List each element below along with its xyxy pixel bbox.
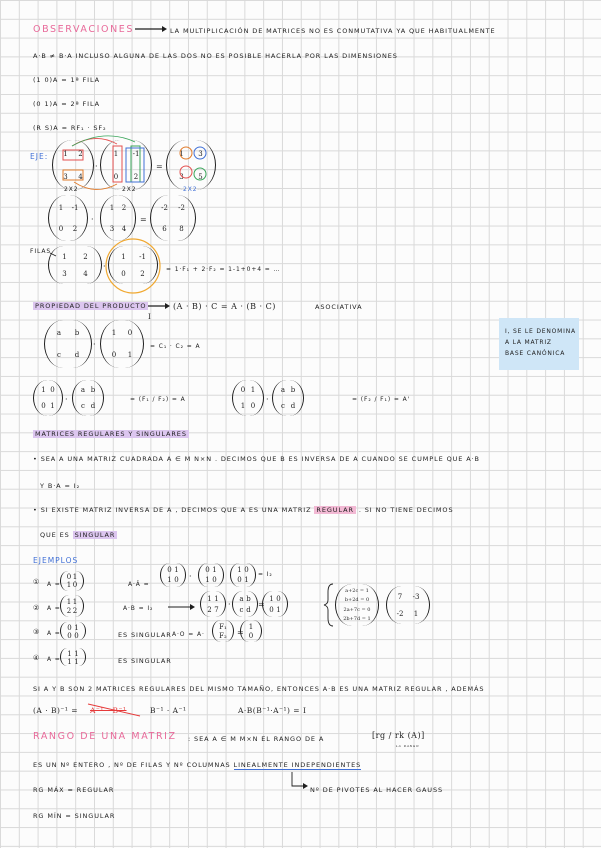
- matrix-cell: 1: [62, 252, 67, 261]
- matrix-cell: 0: [205, 566, 210, 574]
- matrix-cell: b: [90, 386, 96, 394]
- filas-label: FILAS: [30, 248, 52, 255]
- matrix-cell: 1: [237, 566, 242, 574]
- matrix-cell: c: [281, 402, 285, 410]
- matrix-cell: -1: [132, 149, 140, 158]
- filas-result: = 1·F₁ + 2·F₂ = 1-1+0+4 = …: [166, 266, 281, 273]
- result-circle: [180, 147, 192, 159]
- pivotes-text: Nº DE PIVOTES AL HACER GAUSS: [310, 786, 443, 794]
- matrix-cell: 1: [63, 149, 68, 158]
- strike-mark: [88, 704, 140, 716]
- ejemplos-title: EJEMPLOS: [33, 556, 79, 565]
- matrix-cell: 2a+7c = 0: [343, 606, 371, 613]
- operator: =: [140, 215, 147, 224]
- operator: ·: [103, 262, 106, 271]
- matrix-cell: F₂: [219, 631, 227, 640]
- matrix-cell: b: [246, 594, 251, 603]
- matrix-cell: 1: [66, 581, 72, 589]
- matrix-cell: 1: [212, 566, 217, 574]
- dimension-label: 2X2: [183, 186, 198, 193]
- bullet-inverse-condition: Y B·A = I₂: [40, 482, 81, 490]
- example-a-label: A =: [47, 630, 61, 637]
- example-product-label: A·Â =: [128, 581, 150, 588]
- matrix-cell: 0: [212, 576, 217, 584]
- example-marker: ②: [33, 604, 41, 612]
- singular-highlight: SINGULAR: [74, 531, 116, 539]
- matrix-cell: 2: [66, 606, 72, 615]
- operator: ·: [65, 395, 68, 404]
- matrix-cell: 3: [109, 224, 115, 233]
- regular-highlight: REGULAR: [316, 506, 354, 514]
- matrix-cell: 1: [174, 566, 179, 574]
- matrix-cell: 2b+7d = 1: [343, 616, 371, 623]
- matrix-cell: 0: [167, 566, 172, 574]
- matrix-cell: a: [239, 594, 244, 603]
- row-rule-3: (R S)A = RF₁ · SF₂: [33, 124, 107, 132]
- matrix-cell: c: [239, 605, 244, 614]
- property-title: PROPIEDAD DEL PRODUCTO: [35, 302, 147, 310]
- matrix-cell: 5: [198, 172, 203, 181]
- matrix-cell: 0: [113, 172, 119, 181]
- matrix-cell: 1: [50, 402, 55, 410]
- observaciones-title: OBSERVACIONES: [33, 24, 135, 35]
- matrix-cell: 1: [109, 203, 115, 212]
- matrix-cell: 1: [67, 650, 72, 658]
- matrix-cell: -2: [178, 203, 185, 212]
- operator: ·: [91, 215, 94, 224]
- rg-max: RG MÁX = REGULAR: [33, 786, 115, 794]
- result-circle: [194, 168, 206, 180]
- matrix-cell: b: [74, 329, 80, 337]
- inverse-statement: SI A Y B SON 2 MATRICES REGULARES DEL MISMO TAMAÑO, ENTONCES A·B ES UNA MATRIZ REGULAR , ADEMÁS: [33, 685, 485, 693]
- matrix-cell: 0: [72, 581, 78, 589]
- matrix-cell: 4: [83, 269, 88, 278]
- example-a-label: A =: [47, 656, 61, 663]
- matrix-cell: b: [290, 386, 296, 394]
- matrix-circle: [106, 239, 160, 293]
- operator: ·: [266, 395, 269, 404]
- matrix-cell: 0: [250, 402, 256, 410]
- operator: ·: [228, 600, 231, 609]
- matrix-cell: 1: [167, 576, 172, 584]
- arrow-icon: [168, 604, 195, 610]
- dimension-label: 2X2: [122, 186, 137, 193]
- operator: =: [258, 600, 265, 609]
- observaciones-text: LA MULTIPLICACIÓN DE MATRICES NO ES CONMUTATIVA YA QUE HABITUALMENTE: [170, 27, 496, 35]
- operator: ·: [93, 340, 96, 349]
- matrix-cell: 0: [276, 594, 281, 603]
- matrix-cell: -3: [412, 592, 420, 601]
- matrix-cell: 7: [214, 605, 219, 614]
- matrix-cell: 1: [113, 149, 119, 158]
- matrix-cell: 0: [244, 566, 249, 574]
- matrix-cell: 7: [397, 592, 403, 601]
- matrix-cell: 1: [74, 658, 79, 666]
- operator: ·: [95, 162, 98, 171]
- inverse-check: A·B(B⁻¹·A⁻¹) = I: [238, 706, 307, 715]
- inverse-correct: B⁻¹ · A⁻¹: [150, 706, 187, 715]
- permutation-equation-2: = (F₂ / F₁) = A': [352, 396, 411, 403]
- result-circle: [194, 147, 206, 159]
- example-label: EJE:: [30, 152, 49, 161]
- associative-label: ASOCIATIVA: [315, 303, 363, 311]
- matrix-cell: 3: [179, 172, 184, 181]
- bullet-regular-post: . SI NO TIENE DECIMOS: [358, 506, 454, 514]
- matrix-cell: 4: [121, 224, 127, 233]
- arrow-icon: [292, 772, 308, 789]
- matrix-cell: c: [81, 402, 85, 410]
- operator: =: [156, 162, 163, 171]
- matrix-cell: 0: [174, 576, 179, 584]
- matrix-cell: 1: [413, 609, 419, 618]
- matrix-cell: 0: [248, 631, 254, 640]
- matrix-cell: 6: [162, 224, 167, 233]
- matrix-cell: 2: [72, 224, 78, 233]
- rg-min: RG MÍN = SINGULAR: [33, 812, 116, 820]
- example-ao-label: A·O = A·: [172, 631, 205, 638]
- matrix-cell: 2: [72, 606, 78, 615]
- matrix-cell: a: [56, 329, 62, 337]
- matrix-cell: 1: [276, 605, 281, 614]
- matrix-cell: 0: [50, 386, 55, 394]
- bullet-inverse-definition: • SEA A UNA MATRIZ CUADRADA A ∈ M N×N . DECIMOS QUE B ES INVERSA DE A CUANDO SE CUMPLE QUE A·B: [33, 455, 480, 463]
- matrix-cell: a+2c = 1: [345, 587, 369, 594]
- matrix-cell: d: [246, 605, 251, 614]
- note-line: A LA MATRIZ: [505, 339, 552, 346]
- matrix-cell: 2: [140, 269, 145, 278]
- arrow-icon: [50, 253, 56, 256]
- matrix-cell: -2: [161, 203, 168, 212]
- matrix-cell: 1: [111, 329, 117, 337]
- associative-formula: (A · B) · C = A · (B · C): [173, 302, 276, 311]
- connector-arc: [74, 182, 117, 190]
- example-identity-result: = I₂: [258, 571, 273, 578]
- matrix-cell: 1: [214, 594, 219, 603]
- matrix-cell: 1: [74, 624, 79, 632]
- matrix-cell: 0: [237, 576, 242, 584]
- matrix-cell: d: [290, 402, 296, 410]
- matrix-cell: 0: [111, 351, 117, 359]
- column-highlight: [126, 148, 144, 182]
- matrix-cell: b+2d = 0: [344, 597, 370, 604]
- arrow-icon: [135, 26, 167, 32]
- matrix-cell: 1: [41, 386, 46, 394]
- matrix-cell: -2: [396, 609, 404, 618]
- matrix-cell: -1: [71, 203, 79, 212]
- row-rule-1: (1 0)A = 1ª FILA: [33, 76, 100, 84]
- matrix-cell: 0: [67, 624, 72, 632]
- matrix-cell: 3: [62, 269, 67, 278]
- identity-mark: I: [148, 313, 152, 321]
- rango-definition: : SEA A ∈ M M×N EL RANGO DE A: [188, 735, 325, 743]
- example-singular-label: ES SINGULAR: [118, 657, 172, 665]
- matrix-cell: 0: [121, 269, 126, 278]
- bullet-regular-text: • SI EXISTE MATRIZ INVERSA DE A , DECIMOS QUE A ES UNA MATRIZ: [33, 506, 312, 514]
- inverse-crossed-out: A⁻¹ · B⁻¹: [90, 706, 127, 715]
- commutativity-note: A·B ≠ B·A INCLUSO ALGUNA DE LAS DOS NO ES POSIBLE HACERLA POR LAS DIMENSIONES: [33, 52, 398, 60]
- arrow-icon: [148, 303, 170, 309]
- matrix-cell: 0: [240, 386, 246, 394]
- note-line: BASE CANÓNICA: [505, 350, 566, 357]
- inverse-formula: (A · B)⁻¹ =: [33, 706, 79, 715]
- matrix-cell: F₁: [219, 622, 227, 631]
- rango-title: RANGO DE UNA MATRIZ: [33, 731, 177, 742]
- matrix-cell: 1: [72, 573, 78, 581]
- example-marker: ④: [33, 654, 41, 662]
- matrix-cell: 1: [121, 252, 126, 261]
- matrix-cell: 1: [269, 594, 274, 603]
- matrix-cell: 1: [240, 402, 246, 410]
- row-highlight: [63, 170, 83, 180]
- matrix-cell: 0: [67, 632, 72, 640]
- matrix-cell: 0: [74, 632, 79, 640]
- matrix-cell: 3: [198, 149, 203, 158]
- matrix-cell: -1: [139, 252, 146, 261]
- matrix-cell: 0: [41, 402, 46, 410]
- column-highlight: [131, 146, 140, 182]
- example-marker: ③: [33, 628, 41, 636]
- matrix-cell: 1: [74, 650, 79, 658]
- example-singular-label: ES SINGULAR: [118, 631, 172, 639]
- dimension-label: 2X2: [64, 186, 79, 193]
- matrix-cell: 1: [58, 203, 64, 212]
- matrix-cell: 0: [58, 224, 64, 233]
- matrix-cell: 1: [72, 597, 78, 606]
- matrix-cell: 1: [244, 576, 249, 584]
- matrix-cell: 1: [205, 576, 210, 584]
- system-brace: [324, 584, 333, 626]
- matrix-cell: 0: [66, 573, 72, 581]
- operator: =: [237, 628, 244, 637]
- column-highlight: [113, 146, 122, 182]
- row-rule-2: (0 1)A = 2ª FILA: [33, 100, 100, 108]
- matrix-cell: 2: [207, 605, 212, 614]
- rango-notation: [rg / rk (A)]: [372, 731, 425, 740]
- matrix-cell: a: [280, 386, 286, 394]
- note-line: I, SE LE DENOMINA: [505, 328, 576, 335]
- result-circle: [180, 166, 192, 178]
- matrix-cell: 2: [121, 203, 127, 212]
- matrix-cell: d: [90, 402, 96, 410]
- matrix-cell: 3: [63, 172, 68, 181]
- matrix-cell: 1: [127, 351, 133, 359]
- regulares-title: MATRICES REGULARES Y SINGULARES: [35, 430, 187, 438]
- matrix-cell: 2: [83, 252, 88, 261]
- permutation-equation-1: = (F₁ / F₂) = A: [130, 396, 186, 403]
- example-marker: ①: [33, 578, 41, 586]
- matrix-cell: 1: [250, 386, 256, 394]
- matrix-cell: 0: [269, 605, 274, 614]
- matrix-cell: c: [57, 351, 61, 359]
- row-highlight: [63, 150, 83, 160]
- matrix-cell: 1: [179, 149, 184, 158]
- matrix-cell: 1: [248, 622, 254, 631]
- linealmente-underline: LINEALMENTE INDEPENDIENTES: [233, 761, 362, 769]
- matrix-cell: 0: [127, 329, 133, 337]
- rango-line-2: ES UN Nº ENTERO , Nº DE FILAS Y Nº COLUMNAS: [33, 761, 231, 769]
- matrix-cell: a: [80, 386, 86, 394]
- example-a-label: A =: [47, 581, 61, 588]
- matrix-cell: 4: [78, 172, 83, 181]
- identity-equation: = C₁ · C₂ = A: [150, 343, 201, 350]
- matrix-cell: 1: [67, 658, 72, 666]
- matrix-cell: 2: [133, 172, 139, 181]
- matrix-cell: 8: [179, 224, 184, 233]
- que-es-text: QUE ES: [40, 531, 70, 539]
- operator: ·: [189, 572, 192, 581]
- matrix-cell: d: [74, 351, 80, 359]
- example-ab-label: A·B = I₂: [123, 605, 154, 612]
- matrix-cell: 1: [66, 597, 72, 606]
- example-a-label: A =: [47, 605, 61, 612]
- matrix-cell: 2: [78, 149, 83, 158]
- rango-note: la rango: [396, 744, 420, 749]
- matrix-cell: 1: [207, 594, 212, 603]
